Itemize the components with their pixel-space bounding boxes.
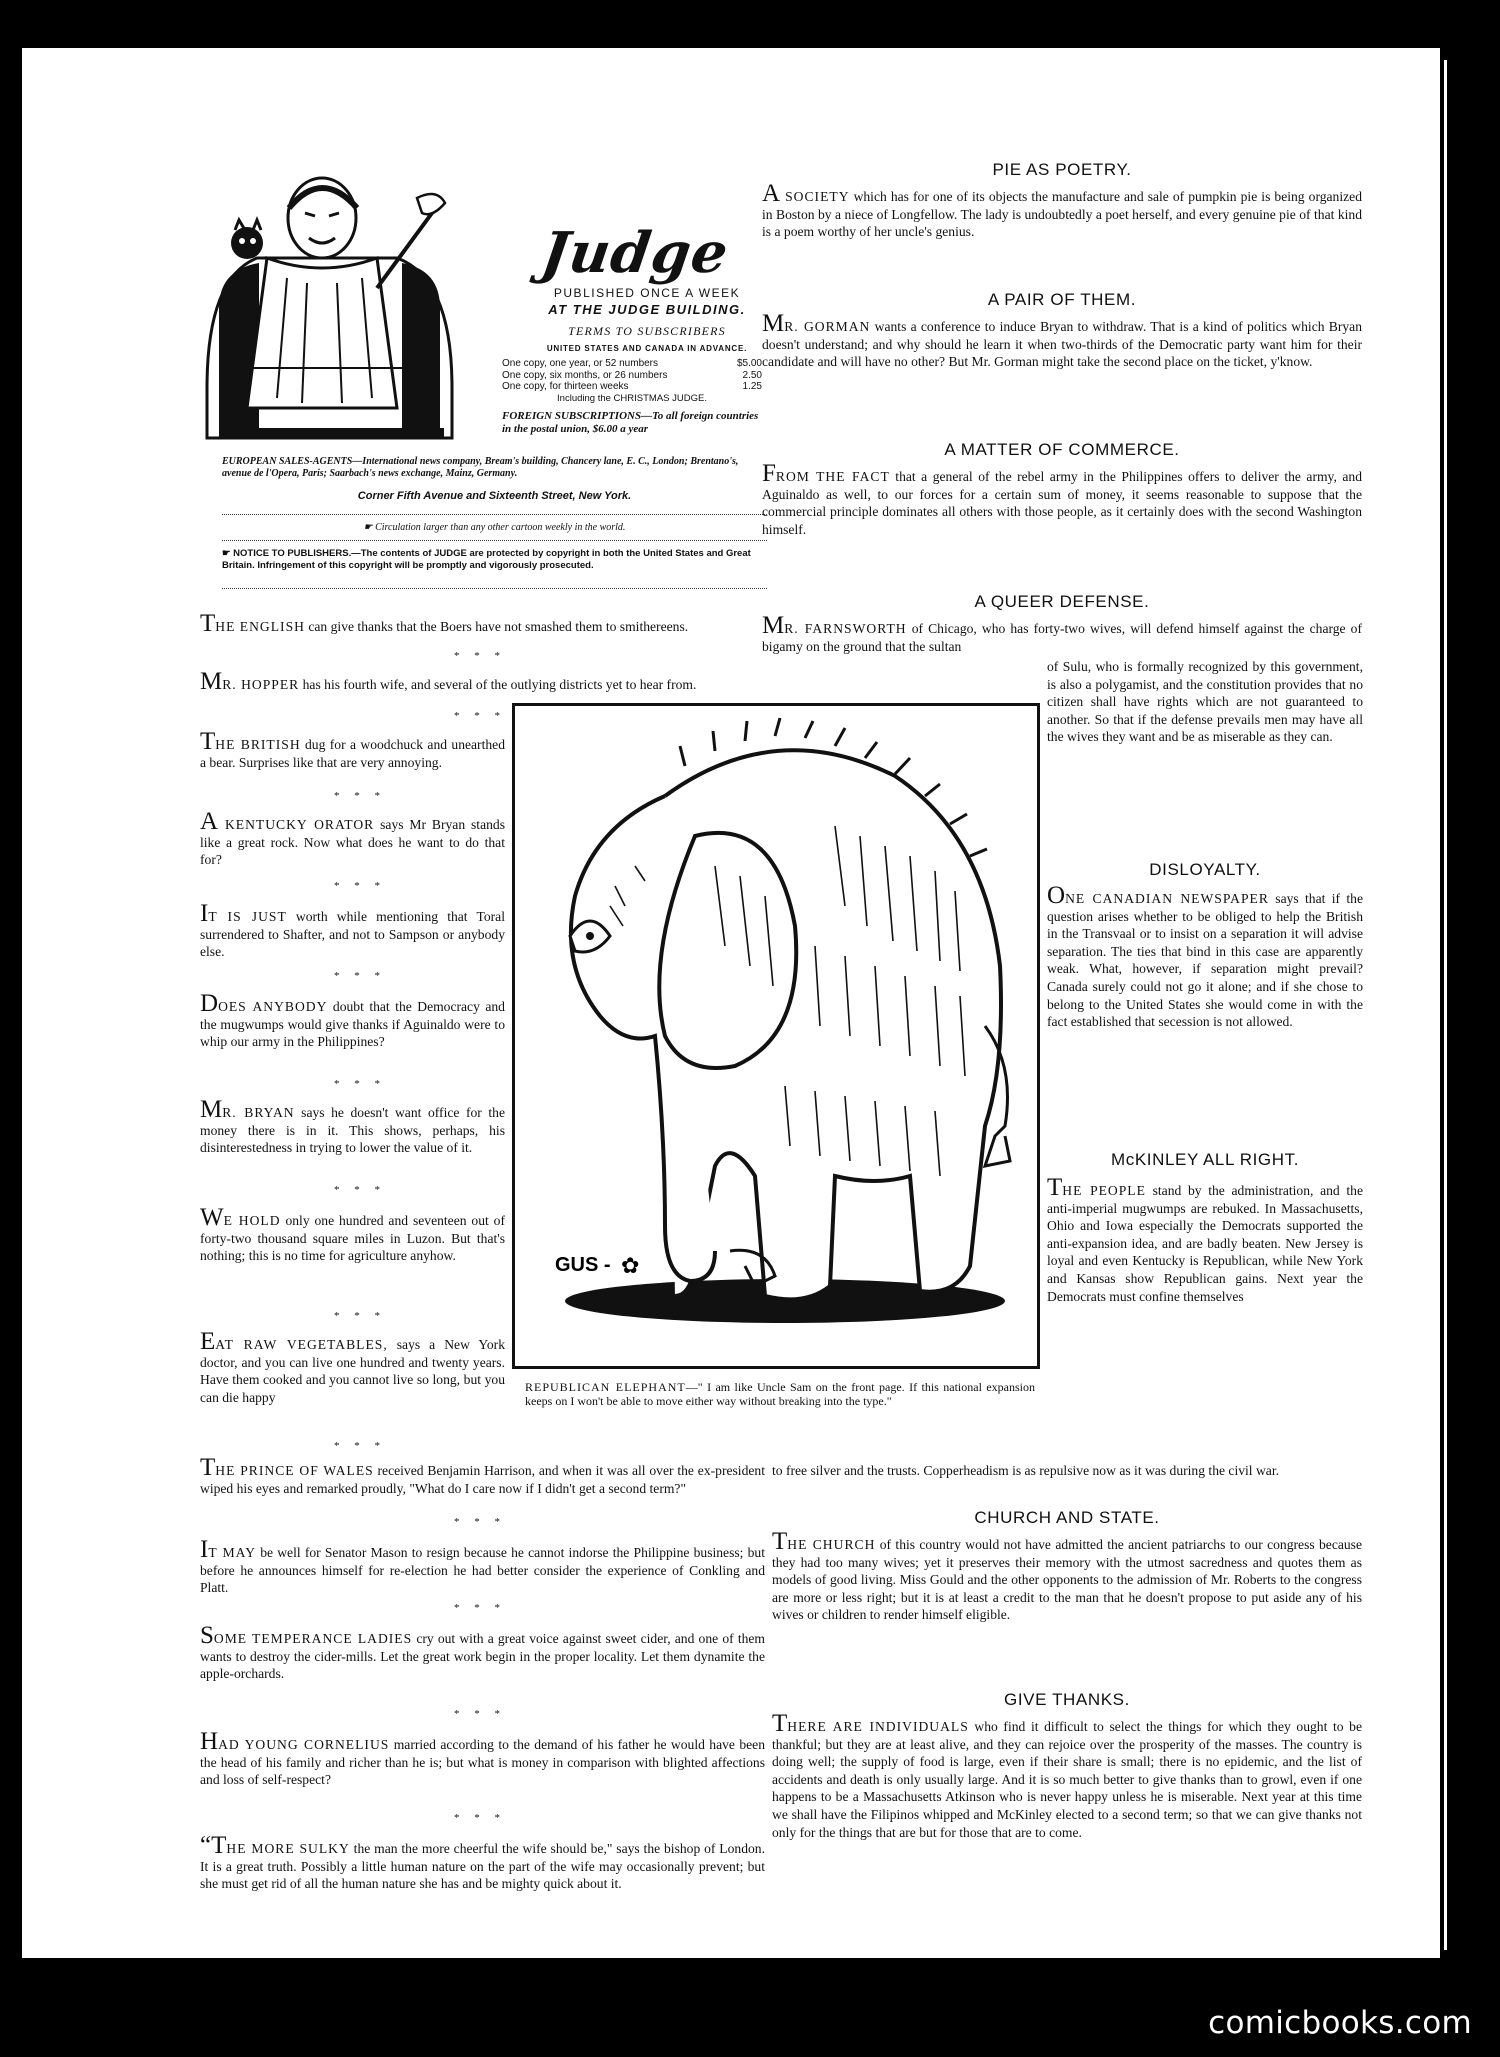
item-democracy: DOES ANYBODY doubt that the Democracy and the mugwumps would give thanks if Aguinaldo were to whip our army in the Philippines? bbox=[200, 990, 505, 1050]
judge-logo: Judge bbox=[537, 220, 733, 286]
separator: * * * bbox=[334, 1310, 386, 1322]
published-line: PUBLISHED ONCE A WEEK bbox=[553, 286, 741, 300]
heading-matter-of-commerce: A MATTER OF COMMERCE. bbox=[944, 440, 1180, 459]
article-mckinley-end: to free silver and the trusts. Copperheadism is as repulsive now as it was during the civil war. bbox=[772, 1463, 1280, 1478]
separator: * * * bbox=[454, 1602, 506, 1614]
terms-title: TERMS TO SUBSCRIBERS bbox=[568, 324, 726, 338]
divider bbox=[222, 588, 767, 589]
pointing-hand-icon: ☛ bbox=[222, 548, 234, 559]
article-church: THE CHURCH of this country would not have admitted the ancient patriarchs to our congress because they had too many wives; yet it preserves their memory with the utmost sacredness and quotes them as models of good living. Miss Gould and the other opponents to the admission of Mr. Roberts to the congress are more or less right; but it is at least a credit to the man that he doesn't propose to put aside any of his wives or children to render himself eligible. bbox=[772, 1528, 1363, 1623]
christmas-note: Including the CHRISTMAS JUDGE. bbox=[557, 392, 707, 404]
separator: * * * bbox=[334, 790, 386, 802]
rate-row: One copy, for thirteen weeks 1.25 bbox=[502, 381, 762, 392]
rate-row: One copy, one year, or 52 numbers $5.00 bbox=[502, 358, 762, 369]
item-english: THE ENGLISH can give thanks that the Boers have not smashed them to smithereens. bbox=[200, 610, 689, 637]
judge-figure-illustration bbox=[197, 158, 467, 448]
divider bbox=[222, 540, 767, 541]
separator: * * * bbox=[454, 710, 506, 722]
item-vegetables: EAT RAW VEGETABLES, says a New York doctor, and you can live one hundred and twenty years. Have them cooked and you cannot live so long, but you can die happy bbox=[200, 1328, 505, 1405]
rate-row: One copy, six months, or 26 numbers 2.50 bbox=[502, 369, 762, 381]
office-address: Corner Fifth Avenue and Sixteenth Street, New York. bbox=[357, 490, 632, 502]
heading-pair-of-them: A PAIR OF THEM. bbox=[987, 290, 1137, 309]
article-disloyalty: ONE CANADIAN NEWSPAPER says that if the question arises whether to be obliged to help the British in the Transvaal or to insist on a separation it will advise separation. The ties that bind in this case are apparently weak. What, however, if separation might prevail? Canada surely could not go it alone; and if she chose to belong to the United States she would come in with the fact established that secession is not allowed. bbox=[1047, 882, 1363, 1030]
heading-mckinley: McKINLEY ALL RIGHT. bbox=[1110, 1150, 1300, 1169]
article-mckinley: THE PEOPLE stand by the administration, and the anti-imperial mugwumps are rebuked. In Massachusetts, Ohio and Iowa especially the Democrats supported the anti-expansion idea, and are badly beaten. New Jersey is loyal and even Kentucky is Republican, while New York and Kansas show Republican gains. Next year the Democrats must confine themselves bbox=[1047, 1174, 1363, 1304]
terms-subtitle: UNITED STATES AND CANADA IN ADVANCE. bbox=[546, 344, 748, 353]
item-bryan: MR. BRYAN says he doesn't want office for the money there is in it. This shows, perhaps, his disinterestedness in trying to lower the value of it. bbox=[200, 1096, 505, 1156]
item-sulky: “THE MORE SULKY the man the more cheerful the wife should be," says the bishop of London. It is a great truth. Possibly a little human nature on the part of the wife may occasionally prevent; but she must get rid of all the human nature she has and be mighty quick about it. bbox=[200, 1832, 765, 1892]
watermark: comicbooks.com bbox=[1208, 2005, 1472, 2041]
republican-elephant-cartoon bbox=[512, 703, 1040, 1369]
artist-monogram-icon: ✿ bbox=[621, 1253, 640, 1278]
cartoon-caption: REPUBLICAN ELEPHANT—" I am like Uncle Sam on the front page. If this national expansion keeps on I won't be able to move either way without breaking into the type." bbox=[525, 1380, 1035, 1408]
article-pair: MR. GORMAN wants a conference to induce Bryan to withdraw. That is a kind of politics which Bryan doesn't understand; and why should he learn it when two-thirds of the Democratic party want him for their candidate and will have no other? But Mr. Gorman might take the second place on the ticket, y'know. bbox=[762, 310, 1362, 370]
separator: * * * bbox=[334, 1440, 386, 1452]
separator: * * * bbox=[334, 1184, 386, 1196]
separator: * * * bbox=[334, 970, 386, 982]
item-hopper: MR. HOPPER has his fourth wife, and several of the outlying districts yet to hear from. bbox=[200, 668, 697, 695]
item-temperance: SOME TEMPERANCE LADIES cry out with a great voice against sweet cider, and one of them wants to destroy the cider-mills. Let the great work begin in the proper locality. Let them dynamite the apple-orchards. bbox=[200, 1622, 766, 1682]
item-kentucky: A KENTUCKY ORATOR says Mr Bryan stands like a great rock. Now what does he want to do that for? bbox=[200, 808, 506, 868]
publishers-notice: ☛ NOTICE TO PUBLISHERS.—The contents of JUDGE are protected by copyright in both the United States and Great Britain. Infringement of this copyright will be promptly and vigorously prosecuted. bbox=[222, 548, 751, 571]
article-pie: A SOCIETY which has for one of its objects the manufacture and sale of pumpkin pie is being organized in Boston by a niece of Longfellow. The lady is undoubtedly a poet herself, and every genuine pie of that kind is a poem worthy of her uncle's genius. bbox=[762, 180, 1362, 240]
item-toral: IT IS JUST worth while mentioning that Toral surrendered to Shafter, and not to Sampson or anybody else. bbox=[200, 900, 505, 960]
artist-signature: GUS - bbox=[555, 1254, 611, 1276]
heading-pie-as-poetry: PIE AS POETRY. bbox=[992, 160, 1132, 179]
article-queer-defense-continued: of Sulu, who is formally recognized by this government, is also a polygamist, and the constitution provides that no citizen shall have rights which are not guaranteed to another. So that if the defense prevails men may have all the wives they want and be as miserable as they can. bbox=[1047, 659, 1363, 745]
building-line: AT THE JUDGE BUILDING. bbox=[548, 302, 746, 317]
next-page-edge bbox=[1444, 60, 1447, 1950]
item-cornelius: HAD YOUNG CORNELIUS married according to the demand of his father he would have been the head of his family and richer than he is; but what is money in comparison with blighted affections and loss of self-respect? bbox=[200, 1728, 765, 1788]
heading-queer-defense: A QUEER DEFENSE. bbox=[974, 592, 1150, 611]
separator: * * * bbox=[454, 1516, 506, 1528]
item-prince-of-wales: THE PRINCE OF WALES received Benjamin Harrison, and when it was all over the ex-president wiped his eyes and remarked proudly, "What do I care now if I didn't get a second term?" bbox=[200, 1454, 765, 1496]
heading-church-and-state: CHURCH AND STATE. bbox=[974, 1508, 1160, 1527]
article-queer-defense: MR. FARNSWORTH of Chicago, who has forty-two wives, will defend himself against the charge of bigamy on the ground that the sultan bbox=[762, 612, 1362, 654]
item-british: THE BRITISH dug for a woodchuck and unearthed a bear. Surprises like that are very annoying. bbox=[200, 728, 505, 770]
pointing-hand-icon: ☛ bbox=[363, 522, 376, 533]
magazine-page bbox=[22, 48, 1440, 1958]
divider bbox=[222, 514, 767, 515]
separator: * * * bbox=[454, 1708, 506, 1720]
circulation-note: ☛ Circulation larger than any other cartoon weekly in the world. bbox=[363, 522, 626, 533]
separator: * * * bbox=[334, 1078, 386, 1090]
item-senator-mason: IT MAY be well for Senator Mason to resign because he cannot indorse the Philippine business; but before he announces himself for re-election he had better consider the experience of Conkling and Platt. bbox=[200, 1536, 765, 1596]
separator: * * * bbox=[334, 880, 386, 892]
separator: * * * bbox=[454, 650, 506, 662]
article-commerce: FROM THE FACT that a general of the rebel army in the Philippines offers to deliver the army, and Aguinaldo as well, to our forces for a certain sum of money, it seems reasonable to suppose that the commercial principle dominates all others with those people, as it certainly does with the second Washington himself. bbox=[762, 460, 1362, 537]
separator: * * * bbox=[454, 1812, 506, 1824]
article-give-thanks: THERE ARE INDIVIDUALS who find it difficult to select the things for which they ought to be thankful; but they are at least alive, and they can rejoice over the prosperity of the masses. The country is doing well; the supply of food is large, even if their share is small; there is no epidemic, and the list of accidents and death is only usually large. And it is so much better to give thanks than to growl, even if one happens to be a Massachusetts Atkinson who is never happy unless he is miserable. Next year at this time we shall have the Filipinos whipped and McKinley elected to a second term; so that we can give thanks not only for the things that are but for those that are to come. bbox=[772, 1710, 1363, 1840]
subscription-rates bbox=[502, 358, 762, 404]
heading-disloyalty: DISLOYALTY. bbox=[1149, 860, 1261, 879]
item-luzon: WE HOLD only one hundred and seventeen out of forty-two thousand square miles in Luzon. But that's nothing; this is no time for agriculture anyhow. bbox=[200, 1204, 505, 1264]
heading-give-thanks: GIVE THANKS. bbox=[1004, 1690, 1130, 1709]
european-agents: EUROPEAN SALES-AGENTS—International news company, Bream's building, Chancery lane, E. C., London; Brentano's, avenue de l'Opera, Paris; Saarbach's news exchange, Mainz, Germany. bbox=[222, 456, 739, 479]
foreign-subscriptions: FOREIGN SUBSCRIPTIONS—To all foreign countries in the postal union, $6.00 a year bbox=[502, 410, 759, 435]
